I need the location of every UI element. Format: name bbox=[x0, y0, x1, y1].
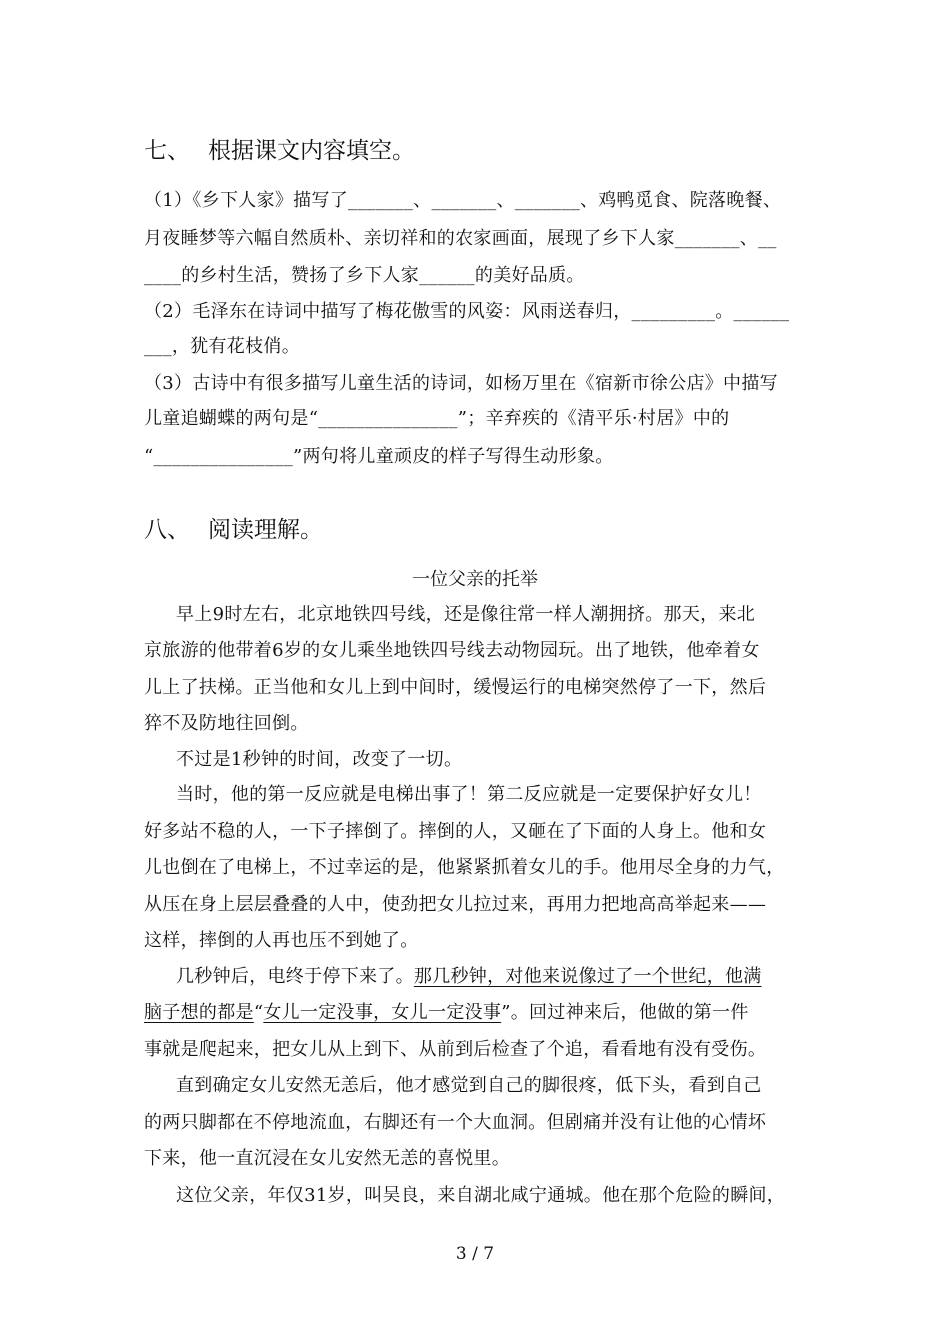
section-7-line: （2）毛泽东在诗词中描写了梅花傲雪的风姿：风雨送春归，_________。______ bbox=[144, 301, 790, 322]
section-7-line: “_______________”两句将儿童顽皮的样子写得生动形象。 bbox=[144, 446, 614, 467]
section-7-line: （1）《乡下人家》描写了_______、_______、_______、鸡鸭觅食、院落晚餐、 bbox=[144, 190, 782, 211]
article-line: 儿也倒在了电梯上，不过幸运的是，他紧紧抓着女儿的手。他用尽全身的力气， bbox=[144, 857, 785, 878]
article-line: 猝不及防地往回倒。 bbox=[144, 713, 309, 734]
plain-text: 几秒钟后，电终于停下来了。 bbox=[176, 966, 414, 987]
section-7-line: ___，犹有花枝俏。 bbox=[144, 336, 300, 357]
article-line: 从压在身上层层叠叠的人中，使劲把女儿拉过来，再用力把地高高举起来—— bbox=[144, 894, 767, 915]
section-7-line: 月夜睡梦等六幅自然质朴、亲切祥和的农家画面，展现了乡下人家_______、__ bbox=[144, 228, 777, 249]
article-line: 儿上了扶梯。正当他和女儿上到中间时，缓慢运行的电梯突然停了一下，然后 bbox=[144, 677, 767, 698]
underlined-quote: 女儿一定没事，女儿一定没事 bbox=[263, 1002, 502, 1023]
section-7-number: 七、 bbox=[144, 138, 190, 164]
plain-text: “ bbox=[253, 1002, 264, 1023]
section-7-line: ____的乡村生活，赞扬了乡下人家______的美好品质。 bbox=[144, 265, 585, 286]
article-title: 一位父亲的托举 bbox=[412, 569, 538, 590]
page-number: 3 / 7 bbox=[455, 1244, 495, 1264]
section-7-line: （3）古诗中有很多描写儿童生活的诗词，如杨万里在《宿新市徐公店》中描写 bbox=[144, 373, 778, 394]
article-line: 京旅游的他带着6岁的女儿乘坐地铁四号线去动物园玩。出了地铁，他牵着女 bbox=[144, 640, 760, 661]
article-line: 好多站不稳的人，一下子摔倒了。摔倒的人，又砸在了下面的人身上。他和女 bbox=[144, 821, 767, 842]
section-7-line: 儿童追蝴蝶的两句是“_______________”；辛弃疾的《清平乐·村居》中的 bbox=[144, 408, 730, 429]
underlined-sentence: 那几秒钟，对他来说像过了一个世纪，他满 bbox=[413, 966, 762, 987]
article-line: 事就是爬起来，把女儿从上到下、从前到后检查了个追，看看地有没有受伤。 bbox=[144, 1039, 767, 1060]
underlined-sentence: 脑子想的都是 bbox=[144, 1002, 254, 1023]
article-line bbox=[144, 998, 814, 1024]
section-8-heading bbox=[144, 511, 323, 544]
article-line: 这样，摔倒的人再也压不到她了。 bbox=[144, 930, 419, 951]
article-line: 不过是1秒钟的时间，改变了一切。 bbox=[176, 749, 463, 770]
section-8-number: 八、 bbox=[144, 517, 190, 543]
article-line bbox=[176, 962, 846, 988]
plain-text: ”。回过神来后，他做的第一件 bbox=[501, 1002, 749, 1023]
article-line: 下来，他一直沉浸在女儿安然无恙的喜悦里。 bbox=[144, 1148, 510, 1169]
article-line: 的两只脚都在不停地流血，右脚还有一个大血洞。但剧痛并没有让他的心情坏 bbox=[144, 1112, 767, 1133]
article-line: 这位父亲，年仅31岁，叫吴良，来自湖北咸宁通城。他在那个危险的瞬间， bbox=[176, 1185, 786, 1206]
section-7-heading bbox=[144, 132, 415, 165]
section-8-title: 阅读理解。 bbox=[208, 517, 323, 543]
article-line: 直到确定女儿安然无恙后，他才感觉到自己的脚很疼，低下头，看到自己 bbox=[176, 1075, 762, 1096]
article-line: 早上9时左右，北京地铁四号线，还是像往常一样人潮拥挤。那天，来北 bbox=[176, 604, 756, 625]
section-7-title: 根据课文内容填空。 bbox=[208, 138, 415, 164]
article-line: 当时，他的第一反应就是电梯出事了！第二反应就是一定要保护好女儿！ bbox=[176, 784, 762, 805]
